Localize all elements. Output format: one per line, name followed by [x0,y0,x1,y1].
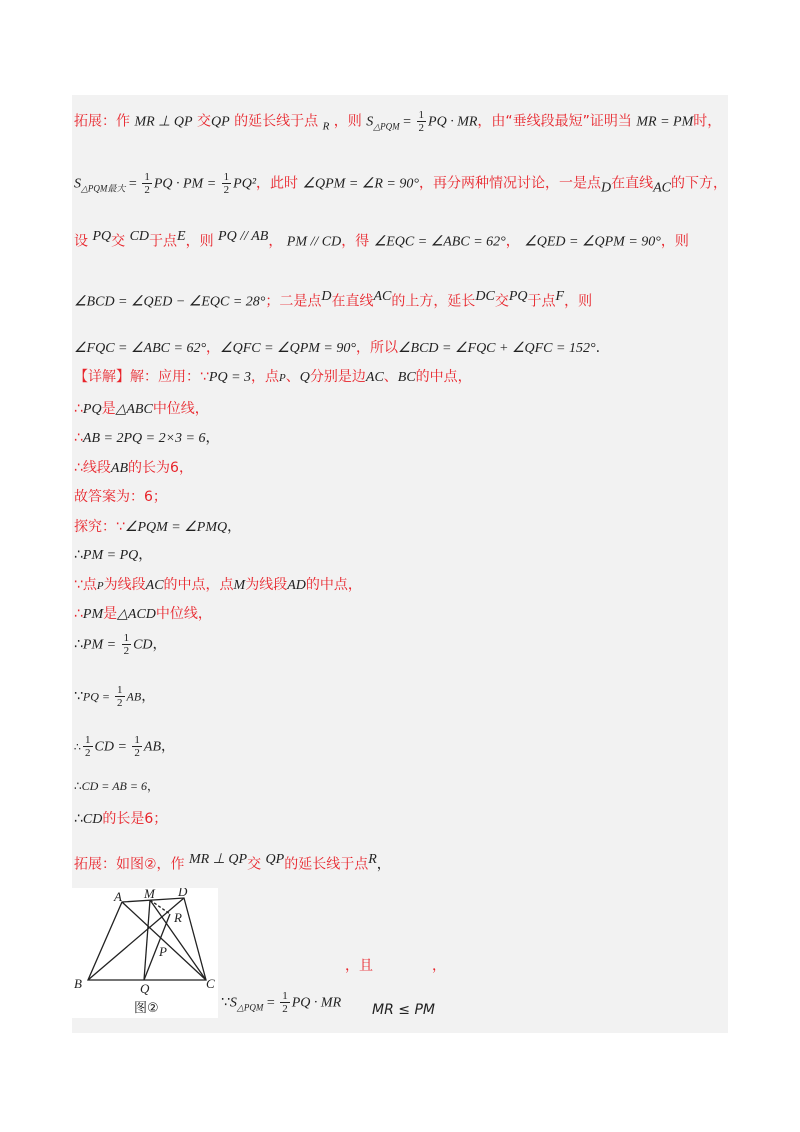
math: PQ [82,402,102,417]
numerator: 1 [134,734,140,746]
math: = [399,114,415,130]
denominator: 2 [117,697,123,709]
math: AB [110,461,129,476]
label-r: R [174,910,182,925]
text: 设 [74,233,88,250]
text: ， [152,636,167,653]
fraction [222,171,232,196]
figure-caption: 图② [134,1001,159,1016]
math: PM [82,607,104,622]
text: 于点 [149,233,178,250]
geometry-figure [72,888,218,1018]
text: 、 [285,369,300,385]
line-2 [74,171,727,196]
math: △ACD [117,607,156,622]
math: AC [653,180,671,196]
math: R [368,852,377,867]
trapezoid-diagram [72,888,218,1018]
label-p: P [159,944,167,959]
fraction [115,684,125,709]
math: CD = [94,739,131,755]
text: ， [146,779,159,793]
line-9 [74,457,193,477]
math: PQ · PM = [153,176,220,192]
line-16 [74,684,155,709]
math: AD [287,578,306,593]
fraction [280,990,290,1015]
math: PQ [92,229,112,244]
numerator: 1 [117,684,123,696]
text: ∵ [74,688,83,705]
line-20 [74,851,391,874]
text: ，点 [251,369,280,385]
text: 是 [103,606,118,622]
math: ∠EQC = ∠ABC = 62° [373,234,506,250]
text: ，则 [660,233,689,250]
text: 的上方，延长 [391,293,476,310]
text: ， [206,340,221,356]
text: ，得 [341,233,370,250]
text: 是 [101,401,116,417]
text: ， [376,856,391,873]
text: 的下方， [670,175,727,192]
math: PM // CD [286,234,342,250]
denominator: 2 [134,747,140,759]
math: AC [373,289,392,304]
math: ∠QFC = ∠QPM = 90° [220,341,356,356]
text: ∵ [221,994,230,1011]
text: ，则 [185,233,214,250]
text: ， [205,430,220,446]
numerator: 1 [418,109,425,121]
line-14 [74,603,212,623]
math: CD = AB = 6 [81,779,147,793]
fraction [417,109,427,134]
math: P [279,372,286,384]
math: = [263,995,279,1011]
text: ∴ [74,547,83,563]
text: 故答案为：6； [74,489,167,505]
text: 中位线， [152,401,209,417]
text: ，则 [333,113,362,130]
math: P [96,580,104,592]
label-c: C [206,976,215,991]
text: 于点 [527,293,556,310]
text: 在直线 [331,293,374,310]
text: ∴ [74,779,82,793]
fraction [83,734,93,759]
text: ， [161,738,176,755]
text: 拓展：如图②，作 [74,856,185,873]
math: PQ = [82,689,114,704]
denominator: 2 [85,747,91,759]
math: PQ [508,289,528,304]
text: ， [227,519,242,535]
math: AC [365,370,384,385]
math: ∠FQC = ∠ABC = 62° [74,341,207,356]
text: 的中点， [305,577,362,593]
segment-bd [88,898,184,980]
math: CD [129,229,150,244]
text: 中位线， [155,606,212,622]
line-1 [74,109,721,134]
text: ，所以 [355,340,398,356]
area-formula [221,990,341,1015]
math: △PQM [373,121,400,132]
text: 交 [111,233,126,250]
line-4 [74,289,592,311]
numerator: 1 [223,171,230,183]
line-18 [74,777,159,794]
math: MR ⊥ QP [189,852,248,867]
math: AB = 2PQ = 2×3 = 6 [82,431,206,446]
text: 交 [196,113,211,130]
math: △PQM最大 [81,183,126,194]
and-connector: ，且 [345,958,373,974]
numerator: 1 [144,171,150,183]
math: Q [299,370,310,385]
math: E [177,229,186,244]
text: ∵点 [74,577,97,593]
text: ，此时 [256,175,299,192]
text: 的长是6； [102,811,168,827]
text: ， [268,233,283,250]
math: ∠QED = ∠QPM = 90° [524,234,661,250]
denominator: 2 [144,184,150,196]
math: S [74,176,81,192]
text: . [595,340,601,356]
line-8 [74,427,219,447]
line-11 [74,516,241,536]
math: ∠BCD = ∠QED − ∠EQC = 28° [74,294,266,310]
line-17 [74,734,175,759]
line-15 [74,632,167,657]
text: ，则 [564,293,593,310]
math: PQ = 3 [208,370,252,385]
math: R [322,120,330,133]
math: QP [210,114,230,130]
line-10 [74,486,167,506]
text: 在直线 [611,175,654,192]
denominator: 2 [418,122,425,134]
text: 探究：∵ [74,519,125,535]
text: 时， [693,113,722,130]
label-a: A [114,889,122,904]
math: S [366,114,374,130]
label-d: D [178,888,188,899]
text: ，再分两种情况讨论，一是点 [418,175,601,192]
fraction [132,734,142,759]
math: △PQM [236,1002,264,1013]
math: D [600,180,612,196]
math: ∠BCD = ∠FQC + ∠QFC = 152° [397,341,596,356]
text: 交 [247,856,262,873]
text: 【详解】解：应用：∵ [74,369,209,385]
math: D [321,289,332,304]
text: ；二是点 [265,293,322,310]
math: M [233,578,246,593]
text: 交 [494,293,509,310]
line-7 [74,398,209,418]
text: ∴ [74,636,83,653]
text: ， [505,233,520,250]
math: ∠QPM = ∠R = 90° [302,176,419,192]
math: PQ² [233,176,257,192]
text: 为线段 [103,577,146,593]
line-13 [74,574,362,594]
math: AB [126,689,142,704]
text: ∴ [74,740,81,754]
math: ∠PQM = ∠PMQ [124,520,228,535]
math: MR = PM [636,114,694,130]
text: ∴线段 [74,460,111,476]
numerator: 1 [85,734,91,746]
text: ， [138,547,153,563]
text: ∴ [74,606,83,622]
text: ，由“垂线段最短”证明当 [477,113,632,130]
math: AC [145,578,164,593]
label-q: Q [140,981,150,996]
math: PQ · MR [428,114,478,130]
math: CD [82,812,103,827]
math: PQ · MR [291,995,342,1011]
label-b: B [74,976,82,991]
math: PM = [82,637,120,653]
line-3 [74,229,689,251]
line-19 [74,808,167,828]
line-5 [74,337,600,357]
text: 的延长线于点 [234,113,319,130]
math: CD [133,637,153,653]
text: 拓展：作 [74,113,130,130]
denominator: 2 [282,1003,288,1015]
text: ∴ [74,811,83,827]
math: AB [143,739,162,755]
math: △ABC [115,402,153,417]
text: 分别是边 [309,369,366,385]
label-m: M [144,888,155,901]
math: QP [265,852,285,867]
text: 的中点， [415,369,472,385]
text: 的中点，点 [163,577,234,593]
text: 为线段 [245,577,288,593]
segment-mr-dashed [150,900,170,914]
math: DC [475,289,495,304]
fraction [122,632,132,657]
math: PQ // AB [218,229,269,244]
line-12 [74,544,152,564]
text: ∴ [74,401,83,417]
fraction [142,171,152,196]
line-6 [74,366,472,386]
text: ， [141,688,156,705]
math: S [229,995,237,1011]
text: 的延长线于点 [284,856,369,873]
numerator: 1 [123,632,130,644]
text: 的长为6， [128,460,193,476]
denominator: 2 [123,645,130,657]
math: F [555,289,565,304]
denominator: 2 [223,184,230,196]
inequality: MR ≤ PM [372,1002,435,1018]
comma: ， [432,958,446,974]
numerator: 1 [282,990,288,1002]
math: PM = PQ [82,548,139,563]
math: = [125,176,141,192]
math: BC [397,370,416,385]
text: ∴ [74,430,83,446]
text: 、 [383,369,398,385]
math: MR ⊥ QP [134,114,193,130]
